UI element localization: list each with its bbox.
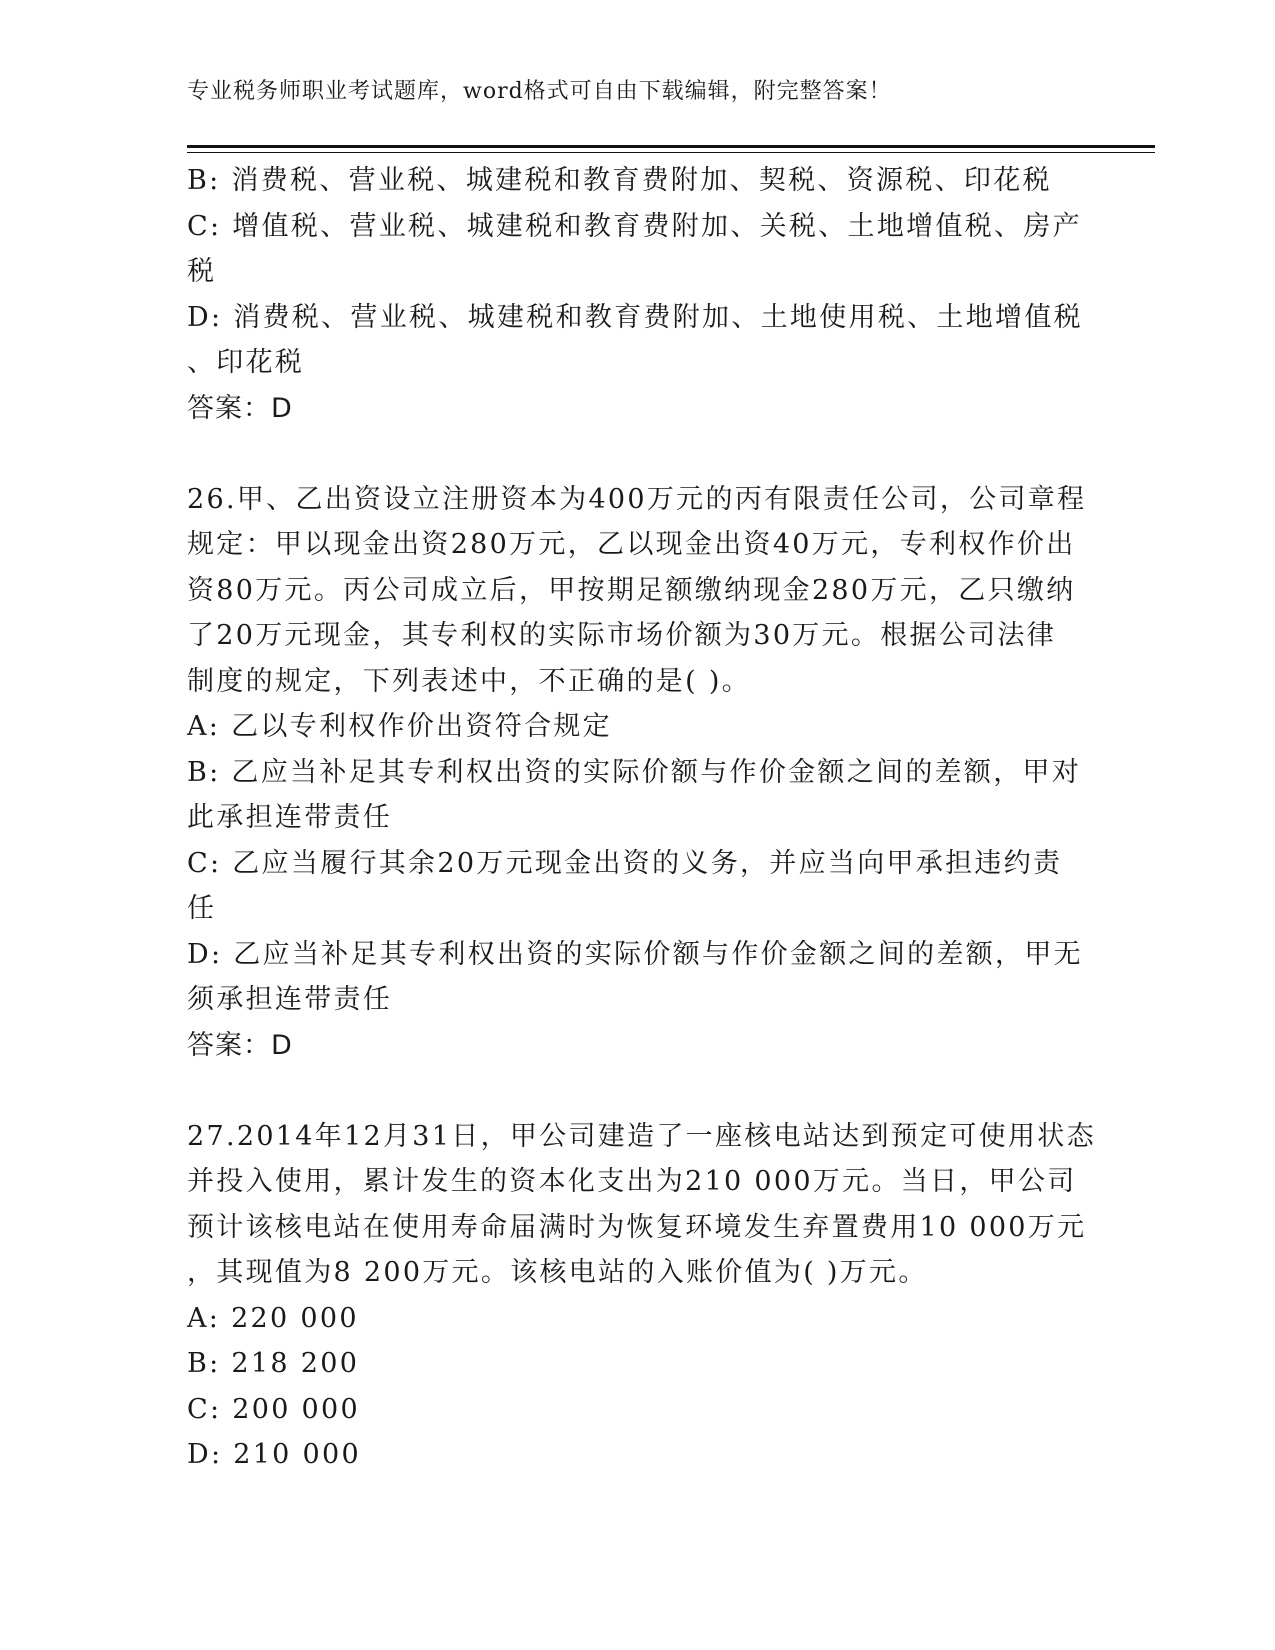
q25-option-c: C: 增值税、营业税、城建税和教育费附加、关税、土地增值税、房产 (187, 210, 1082, 242)
q26-option-d: D: 乙应当补足其专利权出资的实际价额与作价金额之间的差额，甲无 (187, 938, 1083, 970)
q27-option-a: A: 220 000 (187, 1302, 359, 1334)
q26-stem-line: 规定：甲以现金出资280万元，乙以现金出资40万元，专利权作价出 (187, 529, 1076, 560)
q25-option-c-cont: 税 (187, 256, 217, 287)
q27-stem-line: 预计该核电站在使用寿命届满时为恢复环境发生弃置费用10 000万元 (187, 1211, 1087, 1243)
header-divider (187, 145, 1155, 148)
spacer (187, 1068, 1087, 1114)
q25-option-b: B: 消费税、营业税、城建税和教育费附加、契税、资源税、印花税 (187, 165, 1052, 196)
q26-stem-line: 制度的规定，下列表述中，不正确的是( )。 (187, 665, 751, 697)
spacer (187, 431, 1087, 477)
q27-option-b: B: 218 200 (187, 1348, 360, 1379)
q26-option-b-cont: 此承担连带责任 (187, 802, 393, 833)
q27-stem-line: 并投入使用，累计发生的资本化支出为210 000万元。当日，甲公司 (187, 1166, 1077, 1197)
q26-stem-line: 了20万元现金，其专利权的实际市场价额为30万元。根据公司法律 (187, 620, 1057, 651)
q26-option-c: C: 乙应当履行其余20万元现金出资的义务，并应当向甲承担违约责 (187, 847, 1063, 879)
q26-option-a: A: 乙以专利权作价出资符合规定 (187, 711, 612, 742)
q26-option-c-cont: 任 (187, 893, 217, 924)
document-body (187, 158, 1096, 1478)
q26-answer: 答案：D (187, 1029, 293, 1061)
q25-option-d: D: 消费税、营业税、城建税和教育费附加、土地使用税、土地增值税 (187, 301, 1083, 333)
header-divider-thin (187, 152, 1155, 153)
q25-option-d-cont: 、印花税 (187, 347, 305, 378)
q26-option-d-cont: 须承担连带责任 (187, 984, 393, 1015)
q26-stem-line: 26.甲、乙出资设立注册资本为400万元的丙有限责任公司，公司章程 (187, 483, 1087, 515)
q25-answer: 答案：D (187, 392, 293, 424)
q26-stem-line: 资80万元。丙公司成立后，甲按期足额缴纳现金280万元，乙只缴纳 (187, 574, 1076, 606)
q27-stem-line: ，其现值为8 200万元。该核电站的入账价值为( )万元。 (187, 1257, 928, 1288)
q26-option-b: B: 乙应当补足其专利权出资的实际价额与作价金额之间的差额，甲对 (187, 756, 1082, 788)
page-header: 专业税务师职业考试题库，word格式可自由下载编辑，附完整答案！ (187, 79, 892, 104)
q27-stem-line: 27.2014年12月31日，甲公司建造了一座核电站达到预定可使用状态 (187, 1120, 1096, 1152)
q27-option-d: D: 210 000 (187, 1439, 361, 1470)
q27-option-c: C: 200 000 (187, 1393, 360, 1425)
